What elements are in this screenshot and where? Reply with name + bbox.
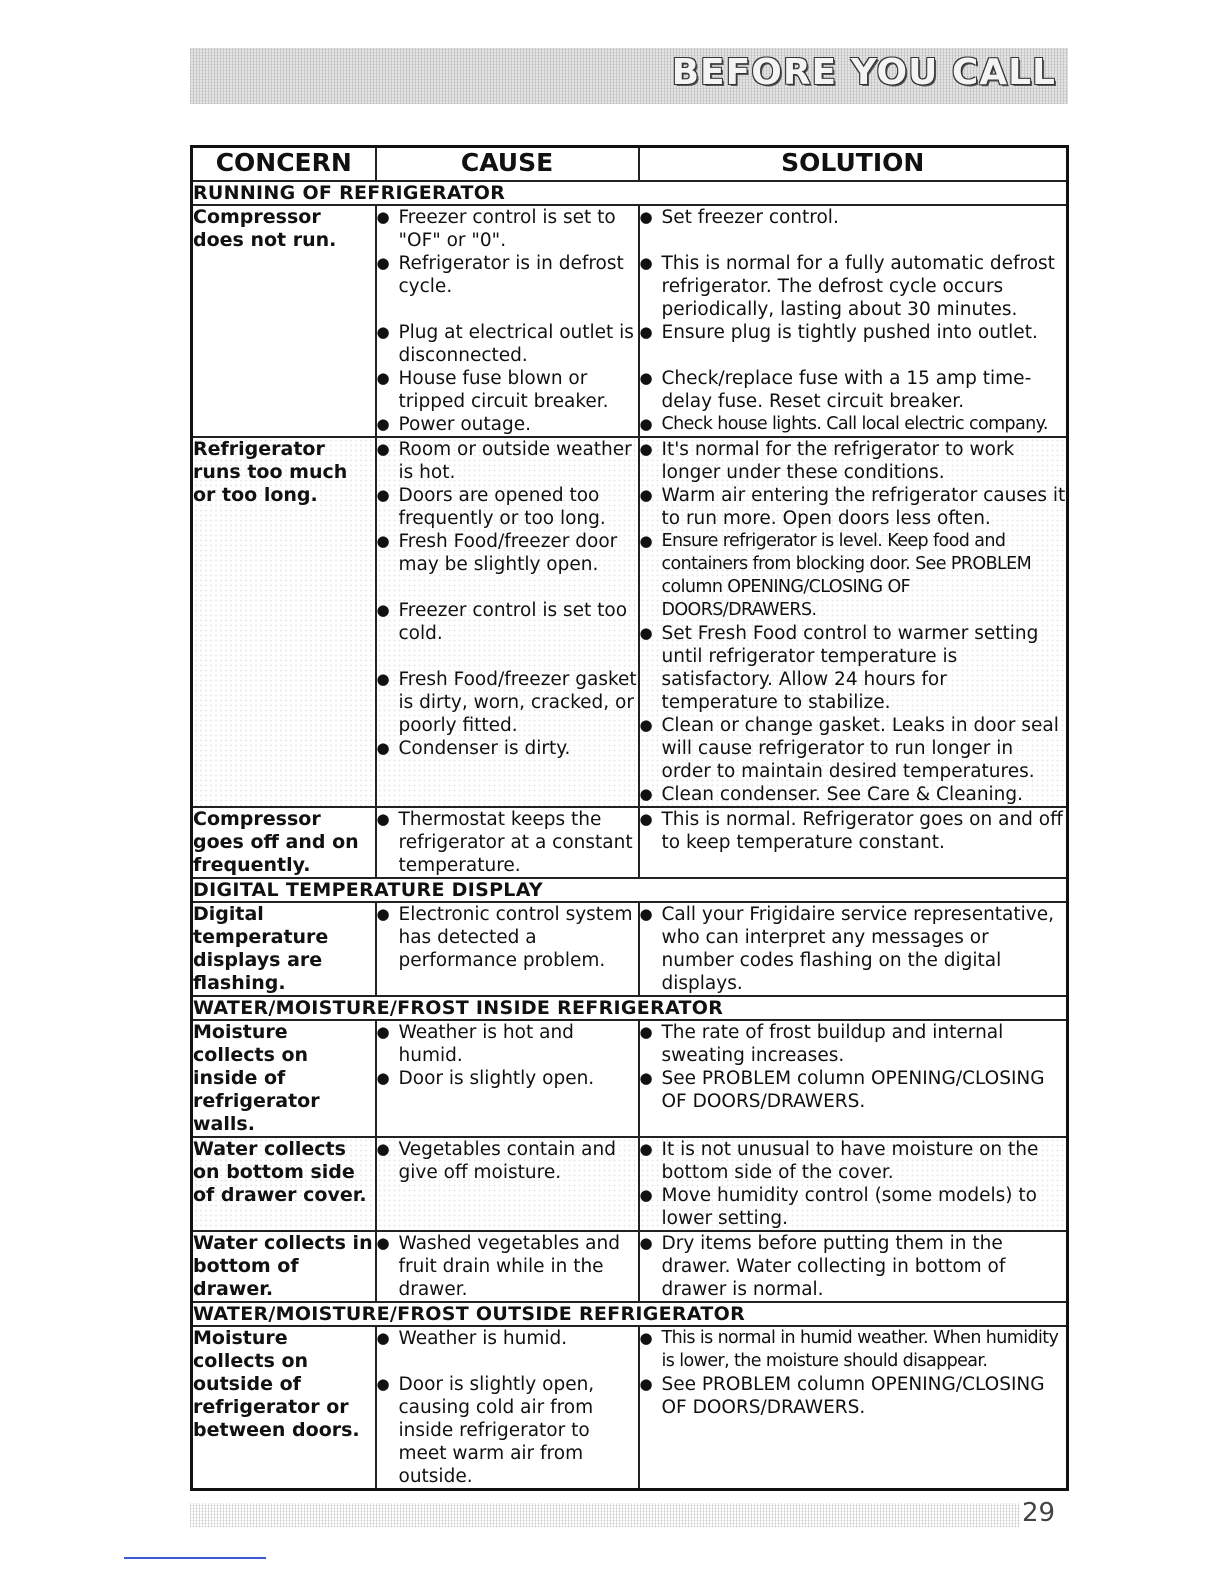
cause-cell [376, 1231, 639, 1302]
bullet-icon: ● [376, 1023, 390, 1041]
col-header-solution: SOLUTION [639, 147, 1068, 182]
item-text: Doors are opened too frequently or too long. [398, 485, 606, 529]
solution-cell [639, 205, 1068, 437]
item-text: Dry items before putting them in the drawer. Water collecting in bottom of drawer is normal. [661, 1233, 1006, 1300]
bullet-icon: ● [376, 905, 390, 923]
list-item [377, 1232, 638, 1301]
table-row [192, 1137, 1068, 1231]
bullet-icon: ● [376, 208, 390, 226]
item-text: Move humidity control (some models) to lower setting. [661, 1185, 1037, 1229]
bullet-icon: ● [376, 1234, 390, 1252]
item-text: Power outage. [398, 414, 531, 435]
section-title-running: RUNNING OF REFRIGERATOR [192, 181, 1068, 205]
item-text: Clean condenser. See Care & Cleaning. [661, 784, 1024, 805]
header-row [192, 147, 1068, 182]
list-item [377, 599, 638, 645]
list-item [640, 622, 1067, 714]
bullet-icon: ● [376, 739, 390, 757]
cause-cell [376, 807, 639, 878]
list-item [377, 903, 638, 972]
table-row [192, 205, 1068, 437]
cause-cell [376, 1326, 639, 1490]
list-item [377, 668, 638, 737]
bullet-icon: ● [639, 624, 653, 642]
item-text: House fuse blown or tripped circuit breaker. [398, 368, 609, 412]
item-text: Weather is humid. [398, 1328, 568, 1349]
item-text: This is normal for a fully automatic defrost refrigerator. The defrost cycle occurs periodically, lasting about 30 minutes. [661, 253, 1055, 320]
troubleshooting-table-wrapper [190, 145, 1066, 1491]
concern-cell: Water collects on bottom side of drawer cover. [192, 1137, 376, 1231]
item-text: This is normal. Refrigerator goes on and off to keep temperature constant. [661, 809, 1063, 853]
item-text: Washed vegetables and fruit drain while in the drawer. [398, 1233, 620, 1300]
list-item [377, 438, 638, 484]
table-row [192, 1231, 1068, 1302]
list-item [377, 1021, 638, 1067]
item-text: Plug at electrical outlet is disconnected. [398, 322, 634, 366]
bullet-icon: ● [376, 532, 390, 550]
list-item [377, 1067, 638, 1090]
cause-cell [376, 902, 639, 996]
bullet-icon: ● [376, 440, 390, 458]
item-text: It's normal for the refrigerator to work longer under these conditions. [661, 439, 1015, 483]
bullet-icon: ● [639, 1186, 653, 1204]
concern-cell: Refrigerator runs too much or too long. [192, 437, 376, 807]
list-item [377, 1138, 638, 1184]
footer-bar [190, 1503, 1020, 1527]
section-row [192, 996, 1068, 1020]
bullet-icon: ● [376, 323, 390, 341]
item-text: Thermostat keeps the refrigerator at a constant temperature. [398, 809, 633, 876]
list-item [640, 1067, 1067, 1113]
list-item [640, 1232, 1067, 1301]
bullet-icon: ● [639, 532, 653, 550]
cause-cell [376, 1137, 639, 1231]
item-text: Door is slightly open, causing cold air from inside refrigerator to meet warm air from outside. [398, 1374, 595, 1487]
bullet-icon: ● [376, 486, 390, 504]
bullet-icon: ● [376, 670, 390, 688]
cause-cell [376, 437, 639, 807]
item-text: Ensure plug is tightly pushed into outlet. [661, 322, 1038, 343]
list-item [377, 206, 638, 252]
concern-cell: Compressor goes off and on frequently. [192, 807, 376, 878]
bullet-icon: ● [639, 1375, 653, 1393]
item-text: Vegetables contain and give off moisture. [398, 1139, 616, 1183]
item-text: Check house lights. Call local electric company. [661, 414, 1048, 434]
solution-cell [639, 437, 1068, 807]
list-item [640, 484, 1067, 530]
bullet-icon: ● [639, 323, 653, 341]
item-text: This is normal in humid weather. When humidity is lower, the moisture should disappear. [661, 1328, 1059, 1371]
bullet-icon: ● [376, 810, 390, 828]
footer-divider [124, 1557, 266, 1559]
list-item [640, 1138, 1067, 1184]
concern-cell: Water collects in bottom of drawer. [192, 1231, 376, 1302]
list-item [640, 206, 1067, 229]
list-item [377, 413, 638, 436]
solution-cell [639, 1231, 1068, 1302]
concern-cell: Compressor does not run. [192, 205, 376, 437]
concern-cell: Moisture collects on inside of refrigerator walls. [192, 1020, 376, 1137]
list-item [640, 714, 1067, 783]
bullet-icon: ● [639, 1140, 653, 1158]
bullet-icon: ● [376, 1140, 390, 1158]
item-text: Fresh Food/freezer door may be slightly open. [398, 531, 618, 575]
item-text: Room or outside weather is hot. [398, 439, 632, 483]
col-header-cause: CAUSE [376, 147, 639, 182]
list-item [377, 808, 638, 877]
bullet-icon: ● [639, 415, 653, 433]
item-text: Condenser is dirty. [398, 738, 571, 759]
list-item [640, 321, 1067, 344]
table-row [192, 807, 1068, 878]
list-item [640, 903, 1067, 995]
solution-cell [639, 1326, 1068, 1490]
concern-cell: Moisture collects on outside of refrigerator or between doors. [192, 1326, 376, 1490]
list-item [640, 1021, 1067, 1067]
bullet-icon: ● [376, 254, 390, 272]
bullet-icon: ● [376, 1375, 390, 1393]
header-banner [190, 48, 1068, 104]
bullet-icon: ● [639, 1234, 653, 1252]
page-title: BEFORE YOU CALL [671, 52, 1056, 93]
concern-cell: Digital temperature displays are flashing. [192, 902, 376, 996]
list-item [377, 737, 638, 760]
list-item [640, 1373, 1067, 1419]
list-item [377, 1373, 638, 1488]
troubleshooting-table [190, 145, 1069, 1491]
item-text: Ensure refrigerator is level. Keep food and containers from blocking door. See PROBLEM column OPENING/CLOSING OF DOORS/DRAWERS. [661, 531, 1032, 620]
page-number: 29 [1022, 1498, 1056, 1528]
item-text: Set freezer control. [661, 207, 839, 228]
list-item [377, 1327, 638, 1350]
table-row [192, 437, 1068, 807]
list-item [640, 367, 1067, 413]
solution-cell [639, 807, 1068, 878]
bullet-icon: ● [639, 254, 653, 272]
bullet-icon: ● [376, 415, 390, 433]
bullet-icon: ● [639, 208, 653, 226]
list-item [640, 438, 1067, 484]
list-item [640, 808, 1067, 854]
list-item [640, 783, 1067, 806]
table-row [192, 902, 1068, 996]
cause-cell [376, 205, 639, 437]
bullet-icon: ● [639, 1023, 653, 1041]
bullet-icon: ● [639, 716, 653, 734]
item-text: See PROBLEM column OPENING/CLOSING OF DOORS/DRAWERS. [661, 1374, 1045, 1418]
item-text: The rate of frost buildup and internal sweating increases. [661, 1022, 1004, 1066]
bullet-icon: ● [639, 785, 653, 803]
item-text: Freezer control is set too cold. [398, 600, 628, 644]
list-item [640, 252, 1067, 321]
bullet-icon: ● [639, 810, 653, 828]
section-title-digital: DIGITAL TEMPERATURE DISPLAY [192, 878, 1068, 902]
item-text: Check/replace fuse with a 15 amp time-delay fuse. Reset circuit breaker. [661, 368, 1032, 412]
section-row [192, 1302, 1068, 1326]
bullet-icon: ● [639, 440, 653, 458]
bullet-icon: ● [376, 1069, 390, 1087]
solution-cell [639, 1020, 1068, 1137]
solution-cell [639, 1137, 1068, 1231]
col-header-concern: CONCERN [192, 147, 376, 182]
list-item [377, 530, 638, 576]
item-text: Door is slightly open. [398, 1068, 595, 1089]
item-text: See PROBLEM column OPENING/CLOSING OF DOORS/DRAWERS. [661, 1068, 1045, 1112]
item-text: Call your Frigidaire service representative, who can interpret any messages or number codes flashing on the digital displays. [661, 904, 1054, 994]
list-item [377, 321, 638, 367]
bullet-icon: ● [639, 1329, 653, 1347]
cause-cell [376, 1020, 639, 1137]
item-text: Clean or change gasket. Leaks in door seal will cause refrigerator to run longer in order to maintain desired temperatures. [661, 715, 1059, 782]
item-text: It is not unusual to have moisture on the bottom side of the cover. [661, 1139, 1039, 1183]
bullet-icon: ● [639, 486, 653, 504]
list-item [640, 1184, 1067, 1230]
list-item [377, 484, 638, 530]
item-text: Electronic control system has detected a performance problem. [398, 904, 633, 971]
bullet-icon: ● [376, 369, 390, 387]
list-item [640, 530, 1067, 622]
bullet-icon: ● [639, 905, 653, 923]
item-text: Weather is hot and humid. [398, 1022, 574, 1066]
solution-cell [639, 902, 1068, 996]
item-text: Refrigerator is in defrost cycle. [398, 253, 624, 297]
bullet-icon: ● [376, 601, 390, 619]
section-row [192, 181, 1068, 205]
section-title-water-outside: WATER/MOISTURE/FROST OUTSIDE REFRIGERATOR [192, 1302, 1068, 1326]
list-item [377, 367, 638, 413]
table-row [192, 1020, 1068, 1137]
bullet-icon: ● [376, 1329, 390, 1347]
section-row [192, 878, 1068, 902]
item-text: Freezer control is set to "OF" or "0". [398, 207, 616, 251]
bullet-icon: ● [639, 1069, 653, 1087]
list-item [640, 1327, 1067, 1373]
table-row [192, 1326, 1068, 1490]
section-title-water-inside: WATER/MOISTURE/FROST INSIDE REFRIGERATOR [192, 996, 1068, 1020]
list-item [377, 252, 638, 298]
item-text: Set Fresh Food control to warmer setting until refrigerator temperature is satisfactory. Allow 24 hours for temperature to stabilize. [661, 623, 1039, 713]
item-text: Fresh Food/freezer gasket is dirty, worn, cracked, or poorly fitted. [398, 669, 637, 736]
bullet-icon: ● [639, 369, 653, 387]
list-item [640, 413, 1067, 436]
item-text: Warm air entering the refrigerator causes it to run more. Open doors less often. [661, 485, 1066, 529]
